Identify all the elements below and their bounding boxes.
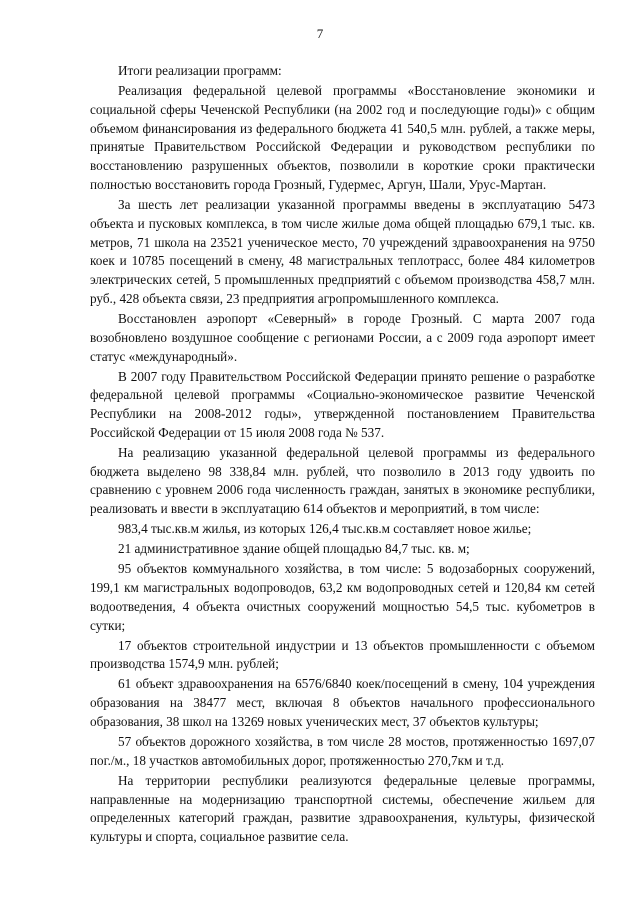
document-body bbox=[90, 62, 595, 848]
paragraph: Восстановлен аэропорт «Северный» в городе Грозный. С марта 2007 года возобновлено воздушное сообщение с регионами России, а с 2009 года аэропорт имеет статус «международный». bbox=[90, 310, 595, 364]
paragraph: На территории республики реализуются федеральные целевые программы, направленные на модернизацию транспортной системы, обеспечение жильем для определенных категорий граждан, развитие здравоохранения, культуры, физической культуры и спорта, социальное развитие села. bbox=[90, 772, 595, 845]
list-item: 21 административное здание общей площадью 84,7 тыс. кв. м; bbox=[118, 541, 470, 557]
paragraph: Реализация федеральной целевой программы «Восстановление экономики и социальной сферы Чеченской Республики (на 2002 год и последующие годы)» с общим объемом финансирования из федерального бюджета 41 540,5 млн. рублей, а также меры, принятые Правительством Российской Федерации и руководством республики по восстановлению разрушенных объектов, позволили в короткие сроки практически полностью восстановить города Грозный, Гудермес, Аргун, Шали, Урус-Мартан. bbox=[90, 82, 595, 192]
list-item: 17 объектов строительной индустрии и 13 объектов промышленности с объемом производства 1574,9 млн. рублей; bbox=[90, 637, 595, 672]
list-item: 57 объектов дорожного хозяйства, в том числе 28 мостов, протяженностью 1697,07 пог./м., 18 участков автомобильных дорог, протяженностью 270,7км и т.д. bbox=[90, 733, 595, 768]
paragraph: В 2007 году Правительством Российской Федерации принято решение о разработке федеральной целевой программы «Социально-экономическое развитие Чеченской Республики на 2008-2012 годы», утвержденной постановлением Правительства Российской Федерации от 15 июля 2008 года № 537. bbox=[90, 368, 595, 440]
paragraph: На реализацию указанной федеральной целевой программы из федерального бюджета выделено 98 338,84 млн. рублей, что позволило в 2013 году удвоить по сравнению с уровнем 2006 года численность граждан, занятых в экономике республики, реализовать и ввести в эксплуатацию 614 объектов и мероприятий, в том числе: bbox=[90, 444, 595, 517]
list-item: 95 объектов коммунального хозяйства, в том числе: 5 водозаборных сооружений, 199,1 км магистральных водопроводов, 63,2 км водопроводных сетей и 120,84 км сетей водоотведения, 4 объекта очистных сооружений мощностью 54,5 тыс. кубометров в сутки; bbox=[90, 561, 595, 633]
paragraph: За шесть лет реализации указанной программы введены в эксплуатацию 5473 объекта и пусковых комплекса, в том числе жилые дома общей площадью 679,1 тыс. кв. метров, 71 школа на 23521 ученическое место, 70 учреждений здравоохранения на 9750 коек и 10785 посещений в смену, 48 магистральных теплотрасс, более 484 километров электрических сетей, 5 промышленных предприятий с объемом производства 458,7 млн. руб., 428 объекта связи, 23 предприятия агропромышленного комплекса. bbox=[90, 196, 595, 306]
paragraph-heading: Итоги реализации программ: bbox=[118, 63, 282, 78]
list-item: 983,4 тыс.кв.м жилья, из которых 126,4 тыс.кв.м составляет новое жилье; bbox=[118, 521, 532, 537]
list-item: 61 объект здравоохранения на 6576/6840 коек/посещений в смену, 104 учреждения образования на 38477 мест, включая 8 объектов начального профессионального образования, 38 школ на 13269 новых ученических мест, 37 объектов культуры; bbox=[90, 676, 595, 729]
page-number: 7 bbox=[316, 26, 324, 41]
